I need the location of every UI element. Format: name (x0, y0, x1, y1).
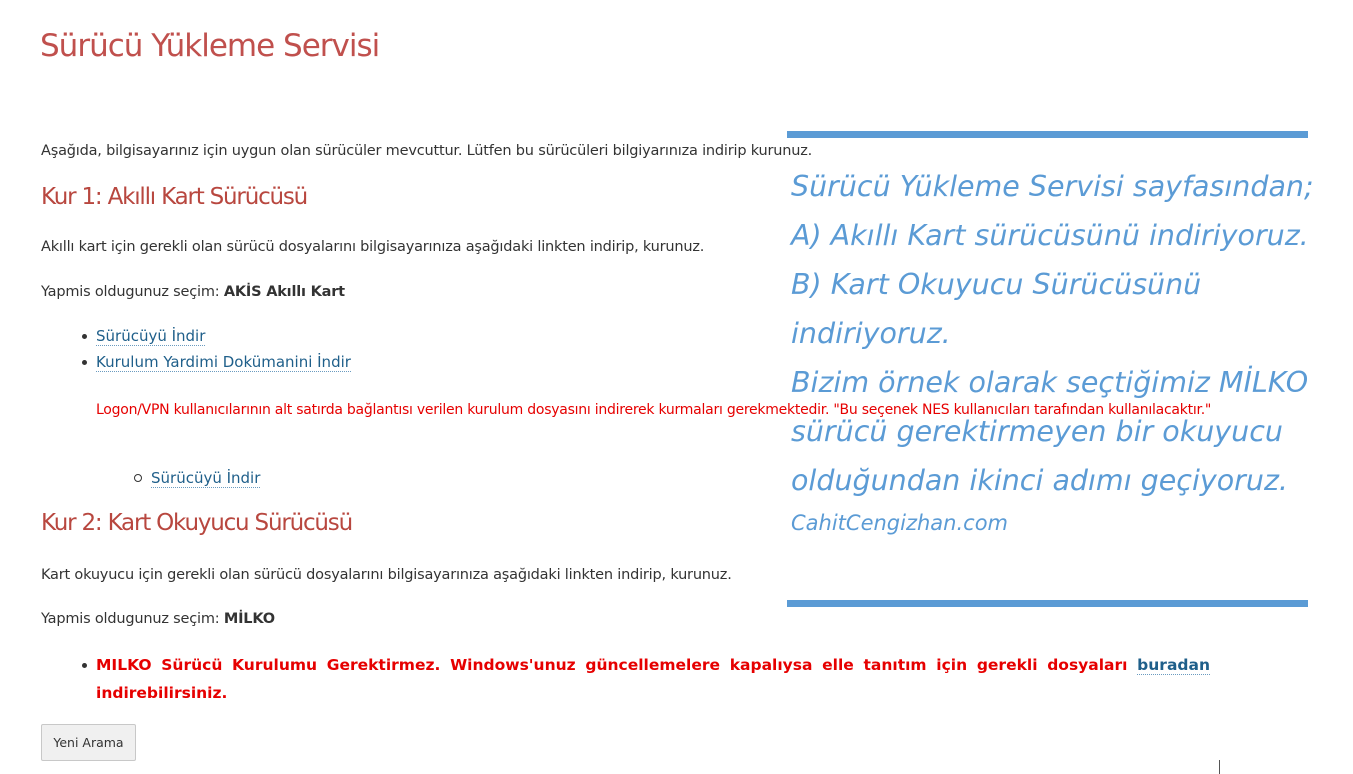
annotation-box (791, 162, 1331, 539)
section2-selection (41, 611, 275, 627)
selection-label: Yapmis oldugunuz seçim: (41, 284, 224, 300)
annotation-site: CahitCengizhan.com (791, 511, 1009, 535)
selection-value: MİLKO (223, 611, 275, 627)
download-driver-link[interactable]: Sürücüyü İndir (96, 327, 206, 345)
section1-title: Kur 1: Akıllı Kart Sürücüsü (41, 184, 308, 210)
section2-description: Kart okuyucu için gerekli olan sürücü dosyalarını bilgisayarınıza aşağıdaki linkten indirip, kurunuz. (41, 567, 732, 583)
list-item (80, 651, 1210, 707)
annotation-line: sürücü gerektirmeyen bir okuyucu (791, 415, 1283, 448)
intro-text: Aşağıda, bilgisayarınız için uygun olan sürücüler mevcuttur. Lütfen bu sürücüleri bilgiyarınıza indirip kurunuz. (41, 143, 813, 159)
section2-notice (80, 651, 1210, 707)
page-title: Sürücü Yükleme Servisi (40, 28, 380, 64)
annotation-line: Sürücü Yükleme Servisi sayfasından; (791, 170, 1314, 203)
annotation-line: indiriyoruz. (791, 317, 951, 350)
section1-selection (41, 284, 345, 300)
section1-links (80, 323, 351, 375)
selection-label: Yapmis oldugunuz seçim: (41, 611, 224, 627)
section1-description: Akıllı kart için gerekli olan sürücü dosyalarını bilgisayarınıza aşağıdaki linkten indirip, kurunuz. (41, 239, 705, 255)
section2-title: Kur 2: Kart Okuyucu Sürücüsü (41, 510, 352, 536)
selection-value: AKİS Akıllı Kart (223, 284, 345, 300)
milko-warning-text: MILKO Sürücü Kurulumu Gerektirmez. Windows'unuz güncellemelere kapalıysa elle tanıtım için gerekli dosyaları (96, 656, 1138, 674)
list-item (134, 465, 260, 491)
section1-sub-links (134, 465, 260, 491)
annotation-line: Bizim örnek olarak seçtiğimiz MİLKO (791, 366, 1309, 399)
download-setup-guide-link[interactable]: Kurulum Yardimi Dokümanini İndir (96, 353, 351, 371)
list-item (80, 349, 351, 375)
milko-warning-suffix: indirebilirsiniz. (96, 684, 228, 702)
buradan-link[interactable]: buradan (1137, 656, 1210, 674)
annotation-line: B) Kart Okuyucu Sürücüsünü (791, 268, 1202, 301)
annotation-line: A) Akıllı Kart sürücüsünü indiriyoruz. (791, 219, 1309, 252)
list-item (80, 323, 351, 349)
download-logon-driver-link[interactable]: Sürücüyü İndir (151, 469, 261, 487)
annotation-top-bar (787, 131, 1308, 138)
annotation-bottom-bar (787, 600, 1308, 607)
text-cursor (1219, 760, 1220, 774)
logon-vpn-note: Logon/VPN kullanıcılarının alt satırda bağlantısı verilen kurulum dosyasını indirerek kurmaları gerekmektedir. "Bu seçenek NES kullanıcıları tarafından kullanılacaktır." (96, 402, 1212, 418)
annotation-line: olduğundan ikinci adımı geçiyoruz. (791, 464, 1288, 497)
new-search-button[interactable]: Yeni Arama (41, 724, 136, 761)
